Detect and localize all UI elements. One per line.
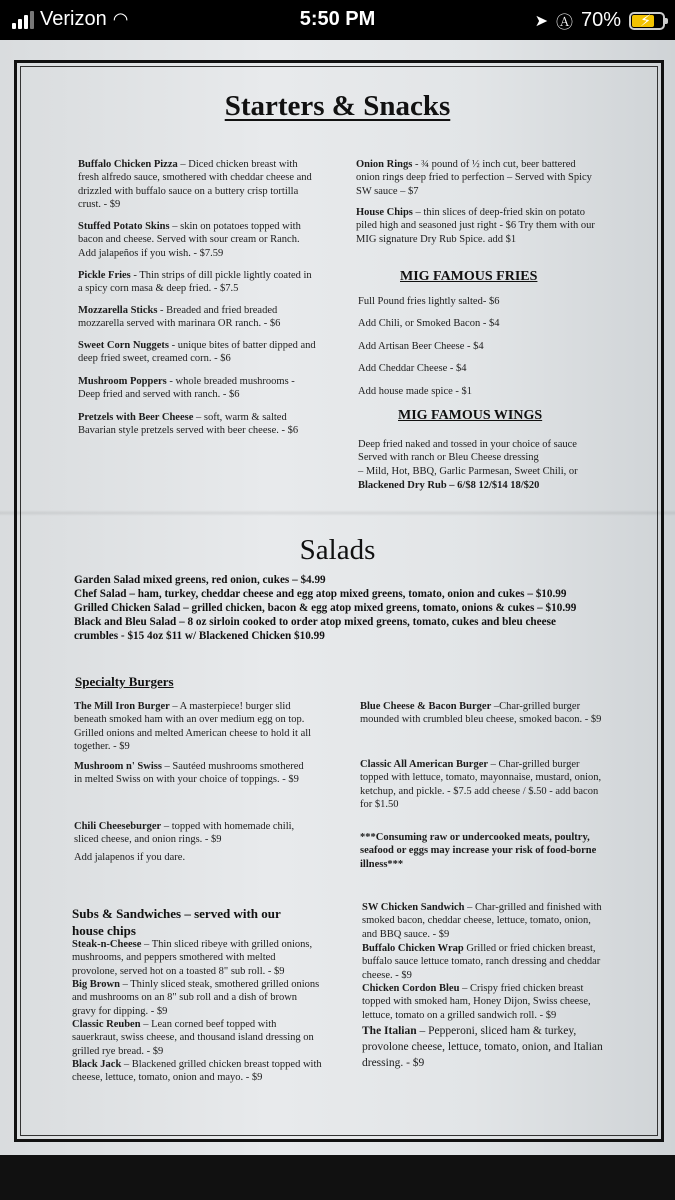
wings-desc-line: Blackened Dry Rub – 6/$8 12/$14 18/$20 <box>358 480 540 491</box>
status-right <box>535 8 665 33</box>
menu-item: Mozzarella Sticks - Breaded and fried breaded mozzarella served with marinara OR ranch. - $6 <box>78 305 281 330</box>
menu-item: The Italian – Pepperoni, sliced ham & turkey, provolone cheese, lettuce, tomato, onion, and Italian dressing. - $9 <box>362 1025 603 1069</box>
battery-icon: ⚡ <box>629 12 665 30</box>
food-warning: ***Consuming raw or undercooked meats, poultry, seafood or eggs may increase your risk of food-borne illness*** <box>360 832 597 870</box>
salad-line: Garden Salad mixed greens, red onion, cukes – $4.99 <box>74 574 326 586</box>
menu-item: Buffalo Chicken Wrap Grilled or fried chicken breast, buffalo sauce lettuce tomato, ranch dressing and cheddar cheese. - $9 <box>362 943 601 981</box>
wifi-icon: ◠ <box>112 9 129 29</box>
menu-item: Pretzels with Beer Cheese – soft, warm & salted Bavarian style pretzels served with beer cheese. - $6 <box>78 412 299 437</box>
menu-item: Big Brown – Thinly sliced steak, smothered grilled onions and mushrooms on an 8" sub roll and a dish of brown gravy for dipping. - $9 <box>72 979 320 1017</box>
status-bar <box>0 0 675 40</box>
menu-item: Chili Cheeseburger – topped with homemade chili, sliced cheese, and onion rings. - $9 <box>74 821 295 846</box>
menu-item: The Mill Iron Burger – A masterpiece! burger slid beneath smoked ham with an over medium egg on top. Grilled onions and melted American cheese to hold it all together. - $9 <box>74 701 312 753</box>
salad-line: crumbles - $15 4oz $11 w/ Blackened Chicken $10.99 <box>74 630 325 642</box>
menu-item: Mushroom Poppers - whole breaded mushrooms - Deep fried and served with ranch. - $6 <box>78 376 295 401</box>
menu-item: Steak-n-Cheese – Thin sliced ribeye with grilled onions, mushrooms, and peppers smothered with melted provolone, served hot on a toasted 8" sub roll. - $9 <box>72 939 313 977</box>
bottom-bar <box>0 1155 675 1200</box>
menu-item: Buffalo Chicken Pizza – Diced chicken breast with fresh alfredo sauce, smothered with cheddar cheese and drizzled with buffalo sauce on a buttery crisp tortilla crust. - $9 <box>78 159 312 211</box>
jalapenos-note: Add jalapenos if you dare. <box>74 852 186 863</box>
menu-item: House Chips – thin slices of deep-fried skin on potato piled high and seasoned just right - $6 Try them with our MIG signature Dry Rub Spice. add $1 <box>356 207 595 245</box>
starters-title: Starters & Snacks <box>224 90 451 122</box>
fries-item: Full Pound fries lightly salted- $6 <box>358 296 500 307</box>
menu-item: Chicken Cordon Bleu – Crispy fried chicken breast topped with smoked ham, Honey Dijon, Swiss cheese, lettuce, tomato on a grilled sandwich roll. - $9 <box>362 983 591 1021</box>
fries-item: Add house made spice - $1 <box>358 386 473 397</box>
fries-item: Add Cheddar Cheese - $4 <box>358 363 467 374</box>
menu-item: Classic All American Burger – Char-grilled burger topped with lettuce, tomato, mayonnaise, mustard, onion, ketchup, and pickle. - $7.5 add cheese / $.50 - add bacon for $1.50 <box>360 759 602 811</box>
subs-title: Subs & Sandwiches – served with our house chips <box>72 906 281 938</box>
menu-item: Blue Cheese & Bacon Burger –Char-grilled burger mounded with crumbled bleu cheese, smoked bacon. - $9 <box>360 701 602 726</box>
menu-item: Pickle Fries - Thin strips of dill pickle lightly coated in a spicy corn masa & deep fried. - $7.5 <box>78 270 312 295</box>
battery-percent: 70% <box>580 9 621 31</box>
salad-line: Chef Salad – ham, turkey, cheddar cheese and egg atop mixed greens, tomato, onion and cukes – $10.99 <box>74 588 567 600</box>
location-arrow-icon: ➤ <box>534 12 548 30</box>
burgers-title: Specialty Burgers <box>75 674 174 689</box>
menu-item: Mushroom n' Swiss – Sautéed mushrooms smothered in melted Swiss on with your choice of toppings. - $9 <box>74 761 304 786</box>
wings-desc-line: Deep fried naked and tossed in your choice of sauce <box>358 439 577 450</box>
wings-desc-line: – Mild, Hot, BBQ, Garlic Parmesan, Sweet Chili, or <box>358 466 578 477</box>
menu-item: Black Jack – Blackened grilled chicken breast topped with cheese, lettuce, tomato, onion and mayo. - $9 <box>72 1059 322 1084</box>
paper-fold <box>0 510 675 516</box>
wings-desc-line: Served with ranch or Bleu Cheese dressing <box>358 452 539 463</box>
salad-line: Grilled Chicken Salad – grilled chicken, bacon & egg atop mixed greens, tomato, onions & cukes – $10.99 <box>74 602 577 614</box>
menu-item: Sweet Corn Nuggets - unique bites of batter dipped and deep fried sweet, creamed corn. - $6 <box>78 340 316 365</box>
salad-line: Black and Bleu Salad – 8 oz sirloin cooked to order atop mixed greens, tomato, cukes and bleu cheese <box>74 616 556 628</box>
menu-item: Stuffed Potato Skins – skin on potatoes topped with bacon and cheese. Served with sour cream or Ranch. Add jalapeños if you wish. - $7.59 <box>78 221 301 259</box>
wings-title: MIG FAMOUS WINGS <box>398 408 543 423</box>
salads-title: Salads <box>299 534 376 566</box>
carrier-label: Verizon <box>40 8 107 30</box>
orientation-lock-icon: Ⓐ <box>555 13 573 32</box>
menu-photo <box>0 40 675 1155</box>
clock: 5:50 PM <box>299 8 376 30</box>
fries-item: Add Artisan Beer Cheese - $4 <box>358 341 484 352</box>
fries-title: MIG FAMOUS FRIES <box>400 269 538 284</box>
menu-item: SW Chicken Sandwich – Char-grilled and finished with smoked bacon, cheddar cheese, lettuce, tomato, onion, and BBQ sauce. - $9 <box>362 902 602 940</box>
menu-item: Onion Rings - ¾ pound of ½ inch cut, beer battered onion rings deep fried to perfection – Served with Spicy SW sauce – $7 <box>356 159 592 197</box>
fries-item: Add Chili, or Smoked Bacon - $4 <box>358 318 500 329</box>
menu-item: Classic Reuben – Lean corned beef topped with sauerkraut, swiss cheese, and thousand island dressing on grilled rye bread. - $9 <box>72 1019 314 1057</box>
